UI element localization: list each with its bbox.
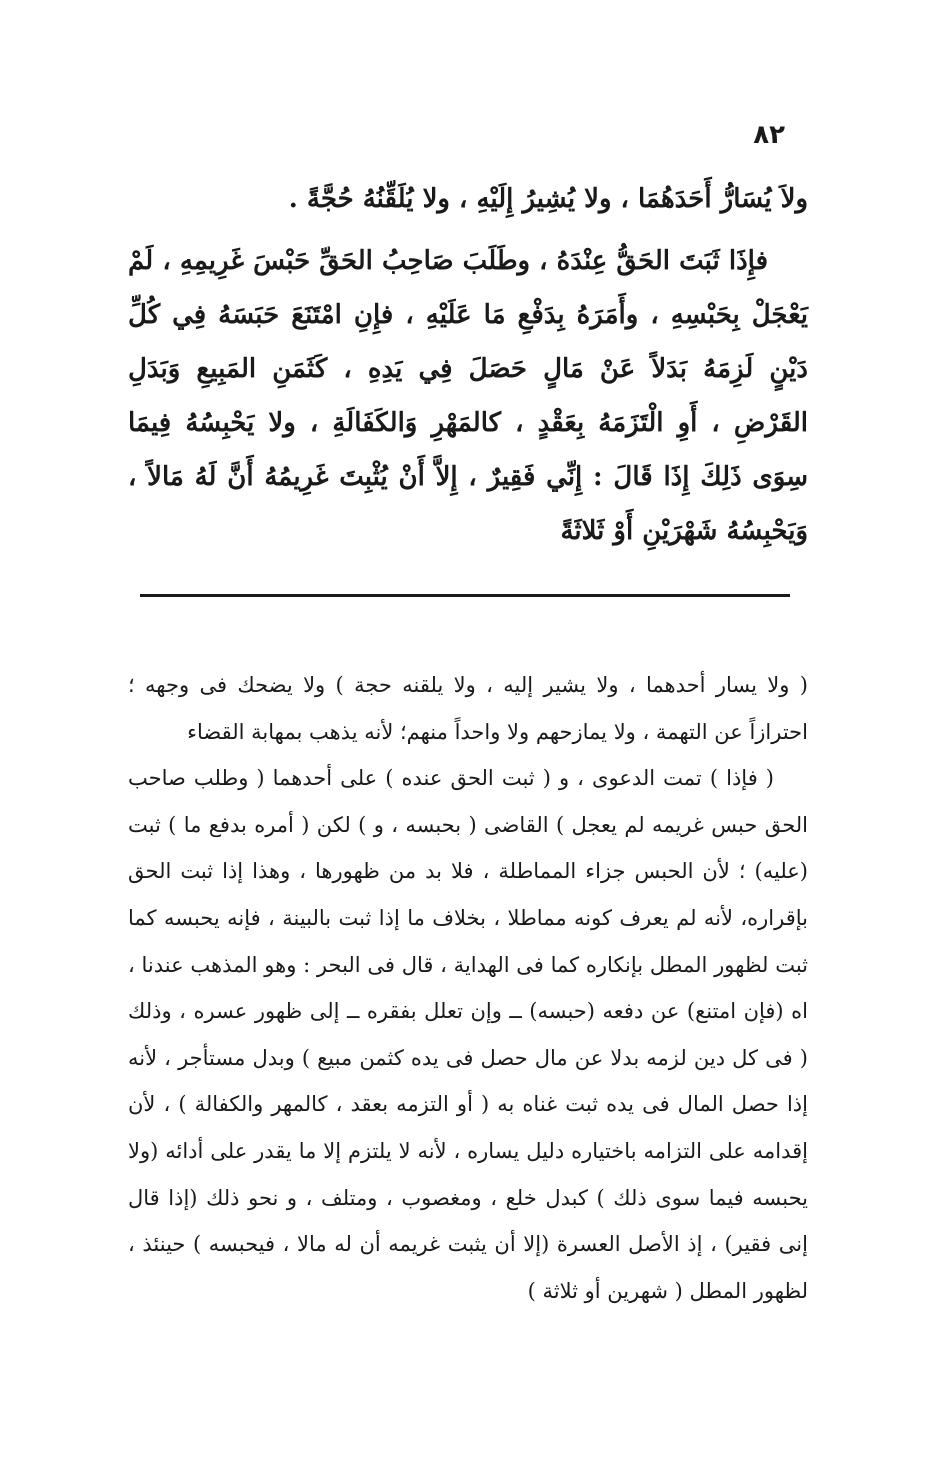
- commentary-text: [128, 662, 808, 1314]
- page-number: ٨٢: [753, 120, 785, 150]
- commentary-paragraph: ( فإذا ) تمت الدعوى ، و ( ثبت الحق عنده ) على أحدهما ( وطلب صاحب الحق حبس غريمه لم يعجل ) القاضى ( بحبسه ، و ) لكن ( أمره بدفع ما ) ثبت (عليه) ؛ لأن الحبس جزاء المماطلة ، فلا بد من ظهورها ، وهذا إذا ثبت الحق بإقراره، لأنه لم يعرف كونه مماطلا ، بخلاف ما إذا ثبت بالبينة ، فإنه يحبسه كما ثبت لظهور المطل بإنكاره كما فى الهداية ، قال فى البحر : وهو المذهب عندنا ، اه (فإن امتنع) عن دفعه (حبسه) ــ وإن تعلل بفقره ــ إلى ظهور عسره ، وذلك ( فى كل دين لزمه بدلا عن مال حصل فى يده كثمن مبيع ) وبدل مستأجر ، لأنه إذا حصل المال فى يده ثبت غناه به ( أو التزمه بعقد ، كالمهر والكفالة ) ، لأن إقدامه على التزامه باختياره دليل يساره ، لأنه لا يلتزم إلا ما يقدر على أدائه (ولا يحبسه فيما سوى ذلك ) كبدل خلع ، ومغصوب ، ومتلف ، و نحو ذلك (إذا قال إنى فقير) ، إذ الأصل العسرة (إلا أن يثبت غريمه أن له مالا ، فيحبسه ) حينئذ ، لظهور المطل ( شهرين أو ثلاثة ): [128, 766, 808, 1303]
- commentary-paragraph: ( ولا يسار أحدهما ، ولا يشير إليه ، ولا يلقنه حجة ) ولا يضحك فى وجهه ؛ احترازاً عن التهمة ، ولا يمازحهم ولا واحداً منهم؛ لأنه يذهب بمهابة القضاء: [128, 673, 808, 744]
- main-paragraph: ولاَ يُسَارُّ أَحَدَهُمَا ، ولا يُشِيرُ إِلَيْهِ ، ولا يُلَقِّنُهُ حُجَّةً .: [288, 184, 808, 214]
- main-text: [128, 172, 808, 558]
- main-paragraph: فإِذَا ثَبَتَ الحَقُّ عِنْدَهُ ، وطَلَبَ صَاحِبُ الحَقِّ حَبْسَ غَرِيمِهِ ، لَمْ يَعْجَلْ بِحَبْسِهِ ، وأَمَرَهُ بِدَفْعِ مَا عَلَيْهِ ، فإِنِ امْتَنَعَ حَبَسَهُ فِي كُلِّ دَيْنٍ لَزِمَهُ بَدَلاً عَنْ مَالٍ حَصَلَ فِي يَدِهِ ، كَثَمَنِ المَبِيعِ وَبَدَلِ القَرْضِ ، أَوِ الْتَزَمَهُ بِعَقْدٍ ، كالمَهْرِ وَالكَفَالَةِ ، ولا يَحْبِسُهُ فِيمَا سِوَى ذَلِكَ إِذَا قَالَ : إِنِّي فَقِيرٌ ، إِلاَّ أَنْ يُثْبِتَ غَرِيمُهُ أَنَّ لَهُ مَالاً ، وَيَحْبِسُهُ شَهْرَيْنِ أَوْ ثَلاثَةً: [128, 246, 808, 546]
- footnote-divider: [140, 594, 790, 597]
